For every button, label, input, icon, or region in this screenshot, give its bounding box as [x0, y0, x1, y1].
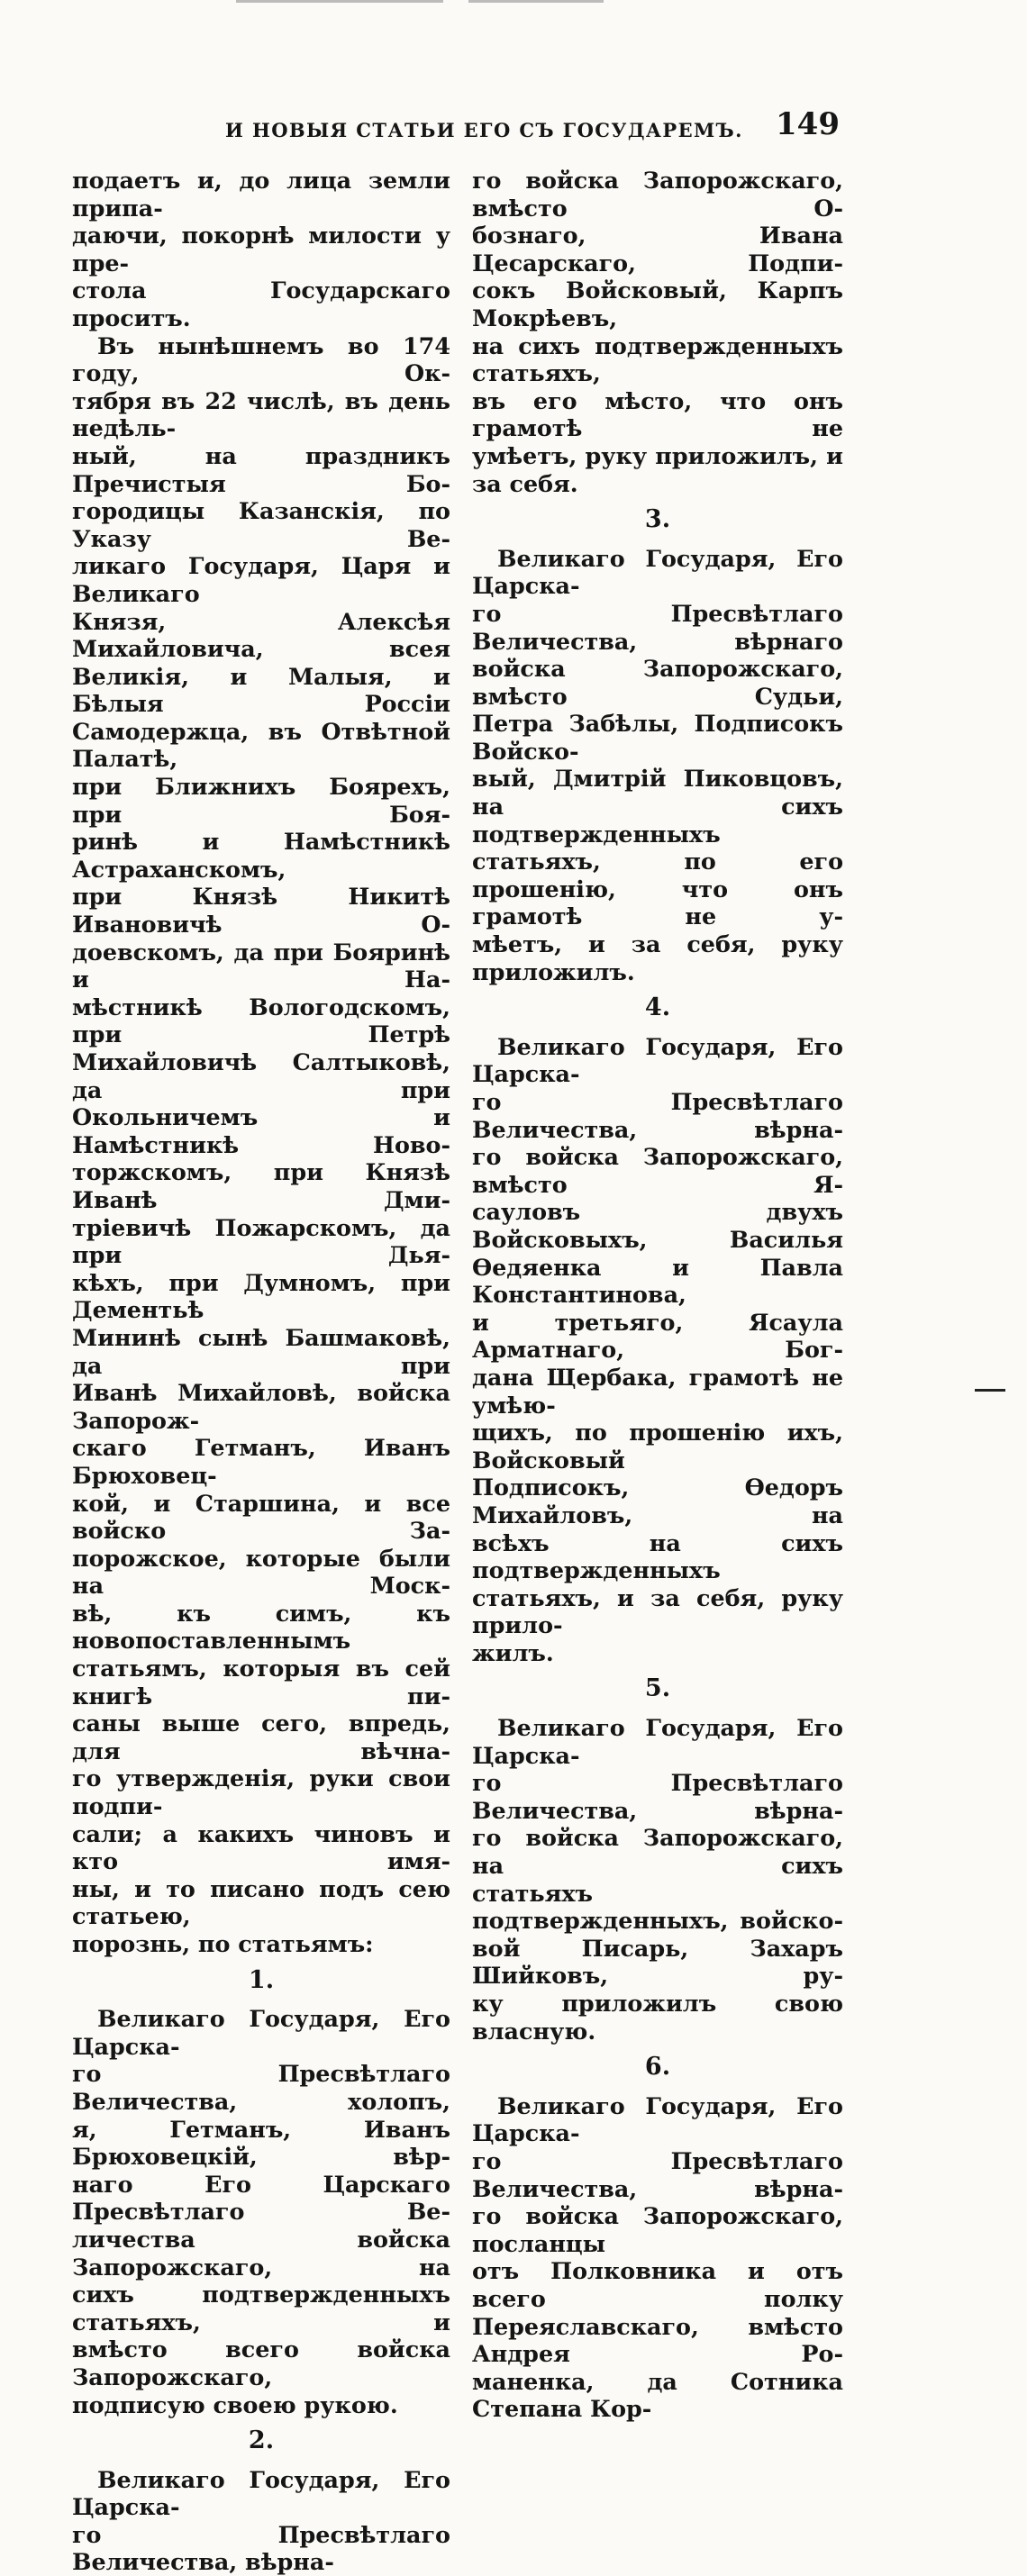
text-line: кой, и Старшина, и все войско За- — [72, 1489, 450, 1545]
text-line: порожское, которые были на Моск- — [72, 1544, 450, 1600]
text-line: вѣ, къ симъ, къ новопоставленнымъ — [72, 1599, 450, 1655]
text-line: Великія, и Малыя, и Бѣлыя Россіи — [72, 662, 450, 718]
page-number: 149 — [776, 106, 840, 142]
text-line: войска Запорожскаго, вмѣсто Судьи, — [472, 655, 843, 710]
text-line: я, Гетманъ, Иванъ Брюховецкій, вѣр- — [72, 2115, 450, 2171]
text-line: ный, на праздникъ Пречистыя Бо- — [72, 441, 450, 497]
text-line: Великаго Государя, Его Царска- — [472, 544, 843, 600]
text-line: отъ Полковника и отъ всего полку — [472, 2257, 843, 2312]
text-line: ринѣ и Намѣстникѣ Астраханскомъ, — [72, 828, 450, 883]
text-line: вый, Дмитрій Пиковцовъ, на сихъ — [472, 765, 843, 821]
text-line: сихъ подтвержденныхъ статьяхъ, и — [72, 2281, 450, 2336]
text-line: го Пресвѣтлаго Величества, вѣрнаго — [472, 599, 843, 655]
text-line: мѣстникѣ Вологодскомъ, при Петрѣ — [72, 993, 450, 1048]
text-line: Въ нынѣшнемъ во 174 году, Ок- — [72, 331, 450, 387]
text-line: дана Щербака, грамотѣ не умѣю- — [472, 1363, 843, 1419]
text-line: сали; а какихъ чиновъ и кто имя- — [72, 1819, 450, 1875]
text-line: щихъ, по прошенію ихъ, Войсковый — [472, 1419, 843, 1474]
text-line: Иванѣ Михайловѣ, войска Запорож- — [72, 1379, 450, 1434]
right-column — [472, 167, 843, 2423]
text-line: го Пресвѣтлаго Величества, вѣрна- — [472, 1088, 843, 1143]
section-number: 1. — [248, 1965, 275, 1994]
paragraph — [472, 2092, 843, 2423]
text-line: скаго Гетманъ, Иванъ Брюховец- — [72, 1434, 450, 1489]
text-line: го Пресвѣтлаго Величества, вѣрна- — [72, 2520, 450, 2576]
text-line: въ его мѣсто, что онъ грамотѣ не — [472, 386, 843, 442]
text-line: при Князѣ Никитѣ Ивановичѣ О- — [72, 883, 450, 939]
text-line: го войска Запорожскаго, на сихъ — [472, 1824, 843, 1880]
text-line: Великаго Государя, Его Царска- — [472, 1032, 843, 1088]
top-edge-mark — [468, 0, 604, 3]
text-line: го войска Запорожскаго, вмѣсто Я- — [472, 1143, 843, 1198]
text-line: подаетъ и, до лица земли припа- — [72, 167, 450, 222]
text-line: Великаго Государя, Его Царска- — [472, 1714, 843, 1769]
text-line: Михайловичѣ Салтыковѣ, да при — [72, 1048, 450, 1103]
text-line: Мининѣ сынѣ Башмаковѣ, да при — [72, 1323, 450, 1379]
paragraph — [72, 2005, 450, 2418]
text-line: Великаго Государя, Его Царска- — [472, 2091, 843, 2147]
text-line: статьяхъ, и за себя, руку прило- — [472, 1583, 843, 1639]
text-line: всѣхъ на сихъ подтвержденныхъ — [472, 1528, 843, 1584]
top-edge-mark — [236, 0, 443, 3]
text-line: Переяславскаго, вмѣсто Андрея Ро- — [472, 2312, 843, 2368]
running-title: И НОВЫЯ СТАТЬИ ЕГО СЪ ГОСУДАРЕМЪ. — [225, 119, 743, 141]
text-line: на сихъ подтвержденныхъ статьяхъ, — [472, 331, 843, 387]
text-line: жилъ. — [472, 1638, 554, 1666]
text-line: ны, и то писано подъ сею статьею, — [72, 1874, 450, 1930]
section-number: 6. — [644, 2053, 671, 2082]
text-line: наго Его Царскаго Пресвѣтлаго Ве- — [72, 2170, 450, 2226]
paragraph — [72, 2466, 450, 2576]
text-line: Петра Забѣлы, Подписокъ Войско- — [472, 710, 843, 765]
page-header — [225, 106, 847, 151]
paragraph — [472, 167, 843, 497]
paragraph — [72, 167, 450, 332]
text-line: кѣхъ, при Думномъ, при Дементьѣ — [72, 1268, 450, 1324]
text-line: при Ближнихъ Боярехъ, при Боя- — [72, 773, 450, 828]
section-number: 4. — [644, 993, 671, 1022]
text-line: Ѳедяенка и Павла Константинова, — [472, 1253, 843, 1309]
text-line: го Пресвѣтлаго Величества, вѣрна- — [472, 2146, 843, 2202]
text-line: Великаго Государя, Его Царска- — [72, 2005, 450, 2060]
text-line: вой Писарь, Захаръ Шийковъ, ру- — [472, 1934, 843, 1990]
text-line: личества войска Запорожскаго, на — [72, 2225, 450, 2281]
left-column — [72, 167, 450, 2576]
text-line: торжскомъ, при Князѣ Иванѣ Дми- — [72, 1158, 450, 1213]
text-line: ликаго Государя, Царя и Великаго — [72, 552, 450, 607]
text-line: го Пресвѣтлаго Величества, холопъ, — [72, 2060, 450, 2115]
text-line: даючи, покорнѣ милости у пре- — [72, 222, 450, 277]
text-line: сауловъ двухъ Войсковыхъ, Василья — [472, 1198, 843, 1253]
text-line: городицы Казанскія, по Указу Ве- — [72, 497, 450, 552]
text-line: бознаго, Ивана Цесарскаго, Подпи- — [472, 222, 843, 277]
text-line: стола Государскаго проситъ. — [72, 277, 450, 331]
section-number: 3. — [644, 505, 671, 534]
paragraph — [472, 545, 843, 986]
paragraph — [472, 1714, 843, 2045]
text-line: тября въ 22 числѣ, въ день недѣль- — [72, 386, 450, 442]
text-line: сокъ Войсковый, Карпъ Мокрѣевъ, — [472, 277, 843, 331]
text-line: статьямъ, которыя въ сей книгѣ пи- — [72, 1655, 450, 1710]
margin-dash-mark — [975, 1389, 1005, 1392]
text-line: и третьяго, Ясаула Арматнаго, Бог- — [472, 1308, 843, 1364]
text-line: статьяхъ подтвержденныхъ, войско- — [472, 1879, 843, 1935]
text-line: умѣетъ, руку приложилъ, и за себя. — [472, 441, 843, 497]
text-line: подписую своею рукою. — [72, 2390, 398, 2418]
text-line: ку приложилъ свою власную. — [472, 1990, 843, 2045]
text-line: го утвержденія, руки свои подпи- — [72, 1764, 450, 1820]
text-line: порознь, по статьямъ: — [72, 1930, 374, 1957]
section-number: 2. — [248, 2426, 275, 2455]
text-line: доевскомъ, да при Бояринѣ и На- — [72, 938, 450, 993]
text-line: Самодержца, въ Отвѣтной Палатѣ, — [72, 717, 450, 773]
text-line: подтвержденныхъ статьяхъ, по его — [472, 820, 843, 875]
text-line: Князя, Алексѣя Михайловича, всея — [72, 607, 450, 663]
text-line: мѣетъ, и за себя, руку приложилъ. — [472, 930, 843, 985]
section-number: 5. — [644, 1674, 671, 1703]
text-line: го Пресвѣтлаго Величества, вѣрна- — [472, 1769, 843, 1824]
paragraph — [72, 332, 450, 1958]
text-line: Великаго Государя, Его Царска- — [72, 2465, 450, 2521]
text-line: го войска Запорожскаго, вмѣсто О- — [472, 167, 843, 222]
text-line: вмѣсто всего войска Запорожскаго, — [72, 2336, 450, 2390]
text-line: маненка, да Сотника Степана Кор- — [472, 2367, 843, 2423]
text-line: Окольничемъ и Намѣстникѣ Ново- — [72, 1103, 450, 1158]
text-line: тріевичѣ Пожарскомъ, да при Дья- — [72, 1213, 450, 1269]
paragraph — [472, 1033, 843, 1667]
text-line: го войска Запорожскаго, посланцы — [472, 2202, 843, 2257]
text-line: саны выше сего, впредь, для вѣчна- — [72, 1710, 450, 1764]
text-line: Подписокъ, Ѳедоръ Михайловъ, на — [472, 1474, 843, 1528]
text-line: прошенію, что онъ грамотѣ не у- — [472, 875, 843, 930]
